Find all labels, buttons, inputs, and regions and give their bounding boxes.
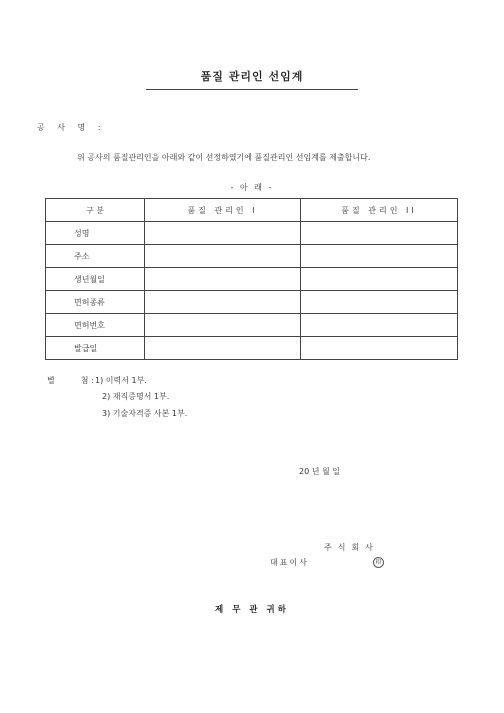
attachment-item: 1) 이력서 1부.: [95, 376, 147, 385]
cell-manager-1: [145, 314, 301, 337]
title-underline: [146, 89, 358, 90]
header-category: 구 분: [46, 199, 145, 222]
representative-label: 대표이사: [270, 558, 309, 567]
attachments-label-right: 첨 :: [80, 376, 94, 385]
manager-table: [45, 198, 458, 360]
cell-manager-2: [301, 222, 458, 245]
cell-manager-2: [301, 314, 458, 337]
table-row: [46, 245, 458, 268]
intro-text: 위 공사의 품질관리인을 아래와 같이 선정하였기에 품질관리인 선임계를 제출합니다.: [77, 153, 371, 162]
cell-manager-1: [145, 291, 301, 314]
table-row: [46, 337, 458, 360]
document-title: 품질 관리인 선임계: [200, 70, 304, 83]
sub-heading: - 아 래 -: [230, 183, 274, 192]
cell-manager-2: [301, 291, 458, 314]
header-manager-1: 품질 관리인 I: [145, 199, 301, 222]
row-label-license-type: 면허종류: [46, 291, 145, 314]
table-row: [46, 314, 458, 337]
table-row: [46, 268, 458, 291]
row-label-address: 주소: [46, 245, 145, 268]
seal-icon: 印: [373, 557, 384, 568]
row-label-license-number: 면허번호: [46, 314, 145, 337]
date-line: 20 년 월 일: [299, 467, 340, 476]
attachments-label-left: 별: [47, 376, 55, 385]
attachment-item: 3) 기술자격증 사본 1부.: [102, 409, 188, 418]
addressee: 제 무 관 귀하: [215, 605, 289, 615]
cell-manager-1: [145, 337, 301, 360]
cell-manager-2: [301, 337, 458, 360]
cell-manager-2: [301, 245, 458, 268]
row-label-issue-date: 발급일: [46, 337, 145, 360]
table-row: [46, 222, 458, 245]
project-name-label: 공 사 명 :: [37, 123, 106, 132]
cell-manager-1: [145, 268, 301, 291]
row-label-name: 성명: [46, 222, 145, 245]
cell-manager-1: [145, 222, 301, 245]
row-label-birthdate: 생년월일: [46, 268, 145, 291]
company-name: 주식회사: [324, 543, 379, 552]
table-row: [46, 291, 458, 314]
attachments-label: [47, 375, 94, 386]
header-manager-2: 품질 관리인 II: [301, 199, 458, 222]
cell-manager-2: [301, 268, 458, 291]
cell-manager-1: [145, 245, 301, 268]
table-header-row: [46, 199, 458, 222]
attachment-item: 2) 재직증명서 1부.: [102, 392, 170, 401]
